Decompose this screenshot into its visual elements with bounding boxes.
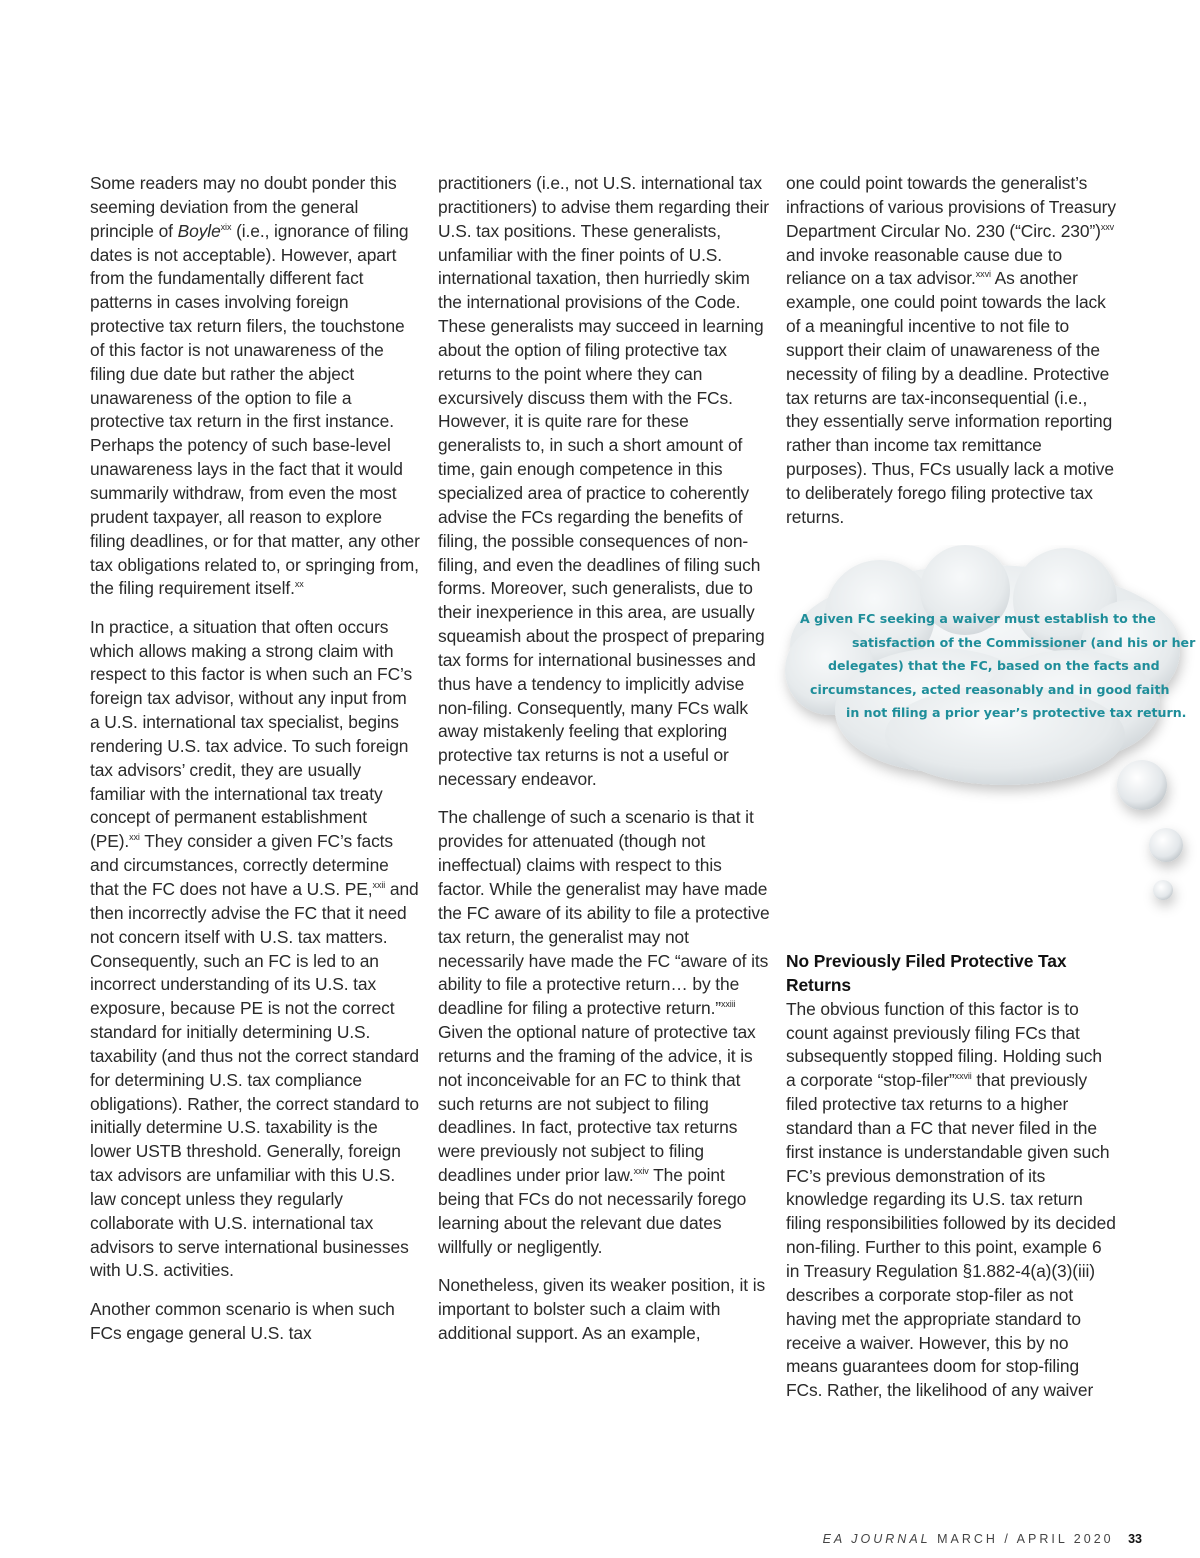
page-footer: [823, 1532, 1142, 1546]
pull-quote-text: [800, 607, 1196, 725]
paragraph: Another common scenario is when such FCs engage general U.S. tax: [90, 1298, 395, 1343]
quote-line: in not filing a prior year’s protective tax return.: [846, 705, 1187, 720]
footnote-ref[interactable]: xxi: [129, 832, 140, 843]
footnote-ref[interactable]: xix: [220, 221, 232, 232]
paragraph: one could point towards the generalist’s infractions of various provisions of Treasury Department Circular No. 230 (“Circ. 230”)$^{xxv}$ and invoke reasonable cause due to reliance on a tax advisor.$^{xxvi}$ As another example, one could point towards the lack of a meaningful incentive to not file to support their claim of unawareness of the necessity of filing by a deadline. Protective tax returns are tax-inconsequential (i.e., they essentially serve information reporting rather than income tax remittance purposes). Thus, FCs usually lack a motive to deliberately forego filing protective tax returns.: [786, 173, 1116, 527]
publication-name: EA JOURNAL: [822, 1532, 931, 1546]
cloud-shape-icon: [770, 545, 1200, 925]
pull-quote-callout: [770, 545, 1200, 925]
issue-date: MARCH / APRIL 2020: [937, 1532, 1114, 1546]
column-1: [90, 172, 420, 1360]
column-2: [438, 172, 770, 1360]
footnote-ref[interactable]: xx: [294, 579, 304, 590]
quote-line: satisfaction of the Commissioner (and his or her: [852, 634, 1196, 650]
quote-line: A given FC seeking a waiver must establish to the: [800, 611, 1156, 626]
case-name: Boyle: [177, 220, 221, 241]
footnote-ref[interactable]: xxvi: [975, 269, 991, 280]
paragraph: Some readers may no doubt ponder this seeming deviation from the general principle of Boyle$^{xix}$ (i.e., ignorance of filing dates is not acceptable). However, apart from the fundamentally different fact patterns in cases involving foreign protective tax return filers, the touchstone of this factor is not unawareness of the filing due date but rather the abject unawareness of the option to file a protective tax return in the first instance. Perhaps the potency of such base-level unawareness lays in the fact that it would summarily withdraw, from even the most prudent taxpayer, all reason to explore filing deadlines, or for that matter, any other tax obligations related to, or springing from, the filing requirement itself.$^{xx}$: [90, 173, 420, 599]
quote-line: delegates) that the FC, based on the facts and: [828, 658, 1160, 673]
paragraph: practitioners (i.e., not U.S. international tax practitioners) to advise them regarding their U.S. tax positions. These generalists, unfamiliar with the finer points of U.S. international taxation, then hurriedly skim the international provisions of the Code. These generalists may succeed in learning about the option of filing protective tax returns to the point where they can excursively discuss them with the FCs. However, it is quite rare for these generalists to, in such a short amount of time, gain enough competence in this specialized area of practice to coherently advise the FCs regarding the benefits of filing, the possible consequences of non-filing, and even the deadlines of filing such forms. Moreover, such generalists, due to their inexperience in this area, are usually squeamish about the prospect of preparing tax forms for international businesses and thus have a tendency to implicitly advise non-filing. Consequently, many FCs walk away mistakenly feeling that exploring protective tax returns is not a useful or necessary endeavor.: [438, 173, 769, 790]
footnote-ref[interactable]: xxii: [372, 879, 386, 890]
footnote-ref[interactable]: xxv: [1100, 221, 1115, 232]
paragraph: The challenge of such a scenario is that it provides for attenuated (though not ineffectual) claims with respect to this factor. While the generalist may have made the FC aware of its ability to file a protective tax return, the generalist may not necessarily have made the FC “aware of its ability to file a protective return… by the deadline for filing a protective return.”$^{xxiii}$ Given the optional nature of protective tax returns and the framing of the advice, it is not inconceivable for an FC to think that such returns are not subject to filing deadlines. In fact, protective tax returns were previously not subject to filing deadlines under prior law.$^{xxiv}$ The point being that FCs do not necessarily forego learning about the relevant due dates willfully or negligently.: [438, 807, 770, 1257]
column-3-section: [786, 950, 1116, 1403]
paragraph: Nonetheless, given its weaker position, it is important to bolster such a claim with additional support. As an example,: [438, 1274, 766, 1343]
footnote-ref[interactable]: xxiv: [633, 1166, 649, 1177]
page-number: 33: [1128, 1532, 1142, 1546]
section-heading: No Previously Filed Protective Tax Returns: [786, 951, 1067, 995]
quote-line: circumstances, acted reasonably and in good faith: [810, 681, 1170, 697]
footnote-ref[interactable]: xxvii: [954, 1071, 972, 1082]
column-3: [786, 172, 1116, 544]
paragraph: In practice, a situation that often occurs which allows making a strong claim with respect to this factor is when such an FC’s foreign tax advisor, without any input from a U.S. international tax specialist, begins rendering U.S. tax advice. To such foreign tax advisors’ credit, they are usually familiar with the international tax treaty concept of permanent establishment (PE).$^{xxi}$ They consider a given FC’s facts and circumstances, correctly determine that the FC does not have a U.S. PE,$^{xxii}$ and then incorrectly advise the FC that it need not concern itself with U.S. tax matters. Consequently, such an FC is led to an incorrect understanding of its U.S. tax exposure, because PE is not the correct standard for initially determining U.S. taxability (and thus not the correct standard for determining U.S. tax compliance obligations). Rather, the correct standard to initially determine U.S. taxability is the lower USTB threshold. Generally, foreign tax advisors are unfamiliar with this U.S. law concept unless they regularly collaborate with U.S. international tax advisors to serve international businesses with U.S. activities.: [90, 616, 420, 1281]
footnote-ref[interactable]: xxiii: [721, 999, 736, 1010]
paragraph: The obvious function of this factor is to count against previously filing FCs that subsequently stopped filing. Holding such a corporate “stop-filer”$^{xxvii}$ that previously filed protective tax returns to a higher standard than a FC that never filed in the first instance is understandable given such FC’s previous demonstration of its knowledge regarding its U.S. tax return filing responsibilities followed by its decided non-filing. Further to this point, example 6 in Treasury Regulation §1.882-4(a)(3)(iii) describes a corporate stop-filer as not having met the appropriate standard to receive a waiver. However, this by no means guarantees doom for stop-filing FCs. Rather, the likelihood of any waiver: [786, 998, 1116, 1401]
